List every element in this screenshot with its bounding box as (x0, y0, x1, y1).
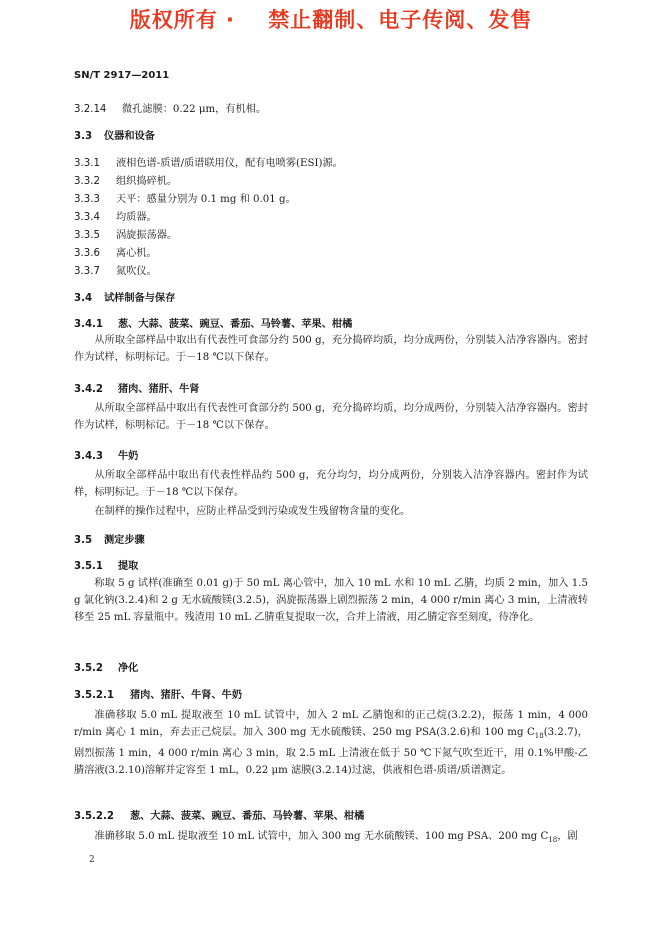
subsection-heading-3-5-2-2: 3.5.2.2 葱、大蒜、菠菜、豌豆、番茄、马铃薯、苹果、柑橘 (74, 811, 365, 822)
page-number: 2 (89, 855, 95, 865)
standard-number: SN/T 2917—2011 (74, 70, 170, 81)
clause-3-3-7: 3.3.7 氮吹仪。 (74, 266, 157, 277)
paragraph-3-5-2-1: 准确移取 5.0 mL 提取液至 10 mL 试管中，加入 2 mL 乙腈饱和的正己烷(3.2.2)，振荡 1 min，4 000 r/min 离心 1 min，弃去正己烷层。加入 300 mg 无水硫酸镁、250 mg PSA(3.2.6)和 100 mg $C_{18}(3.2.7)$，剧烈振荡 1 min，4 000 r/min 离心 3 min，取 2.5 mL 上清液在低于 50 ℃下氮气吹至近干，用 0.1%甲酸-乙腈溶液(3.2.10)溶解并定容至 1 mL，0.22 μm 滤膜(3.2.14)过滤，供液相色谱-质谱/质谱测定。 (74, 710, 588, 777)
clause-3-3-6: 3.3.6 离心机。 (74, 248, 157, 259)
section-heading-3-3: 3.3 仪器和设备 (74, 131, 155, 142)
subsection-heading-3-4-1: 3.4.1 葱、大蒜、菠菜、豌豆、番茄、马铃薯、苹果、柑橘 (74, 319, 353, 330)
clause-3-3-3: 3.3.3 天平：感量分别为 0.1 mg 和 0.01 g。 (74, 194, 296, 205)
paragraph-3-4-2: 从所取全部样品中取出有代表性可食部分约 500 g，充分捣碎均质，均分成两份，分别装入洁净容器内。密封作为试样，标明标记。于－18 ℃以下保存。 (74, 403, 588, 431)
subsection-heading-3-4-3: 3.4.3 牛奶 (74, 451, 139, 462)
paragraph-3-4-3-note: 在制样的操作过程中，应防止样品受到污染或发生残留物含量的变化。 (94, 506, 411, 517)
clause-3-3-5: 3.3.5 涡旋振荡器。 (74, 230, 178, 241)
paragraph-3-4-1: 从所取全部样品中取出有代表性可食部分约 500 g，充分捣碎均质，均分成两份，分别装入洁净容器内。密封作为试样，标明标记。于－18 ℃以下保存。 (74, 335, 588, 363)
subsection-heading-3-5-2: 3.5.2 净化 (74, 663, 139, 674)
paragraph-3-5-2-2: 准确移取 5.0 mL 提取液至 10 mL 试管中，加入 300 mg 无水硫酸镁、100 mg PSA、200 mg $C_{18}$，剧 (94, 831, 578, 845)
clause-3-3-4: 3.3.4 均质器。 (74, 212, 157, 223)
subsection-heading-3-5-1: 3.5.1 提取 (74, 561, 139, 572)
clause-3-3-2: 3.3.2 组织捣碎机。 (74, 176, 178, 187)
subsection-heading-3-5-2-1: 3.5.2.1 猪肉、猪肝、牛肾、牛奶 (74, 690, 243, 701)
subsection-heading-3-4-2: 3.4.2 猪肉、猪肝、牛肾 (74, 384, 200, 395)
clause-3-2-14: 3.2.14 微孔滤膜：0.22 μm，有机相。 (74, 104, 267, 115)
section-heading-3-4: 3.4 试样制备与保存 (74, 293, 176, 304)
copyright-watermark: 版权所有 · 禁止翻制、电子传阅、发售 (129, 8, 533, 32)
section-heading-3-5: 3.5 测定步骤 (74, 535, 145, 546)
clause-3-3-1: 3.3.1 液相色谱-质谱/质谱联用仪，配有电喷雾(ESI)源。 (74, 158, 343, 169)
paragraph-3-5-1: 称取 5 g 试样(准确至 0.01 g)于 50 mL 离心管中，加入 10 mL 水和 10 mL 乙腈，均质 2 min，加入 1.5 g 氯化钠(3.2.4)和 2 g 无水硫酸镁(3.2.5)，涡旋振荡器上剧烈振荡 2 min，4 000 r/min 离心 3 min，上清液转移至 25 mL 容量瓶中。残渣用 10 mL 乙腈重复提取一次，合并上清液，用乙腈定容至刻度，待净化。 (74, 578, 588, 623)
paragraph-3-4-3: 从所取全部样品中取出有代表性样品约 500 g，充分均匀，均分成两份，分别装入洁净容器内。密封作为试样，标明标记。于－18 ℃以下保存。 (74, 470, 588, 498)
